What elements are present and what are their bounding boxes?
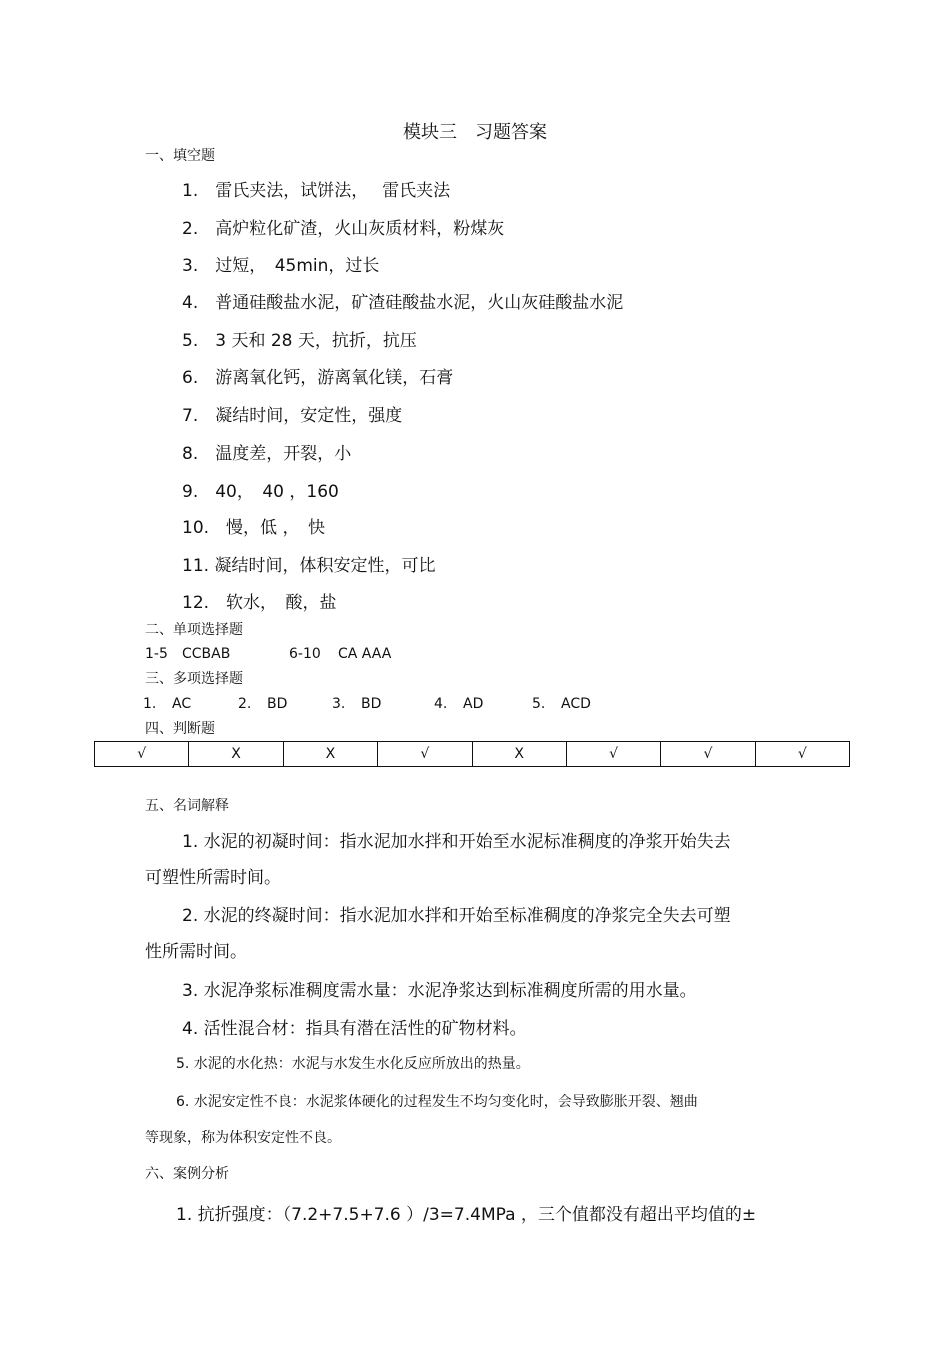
single-choice-group1-answer: CCBAB: [182, 646, 231, 662]
judgement-cell-8: √: [755, 742, 849, 767]
multi-choice-answer-2: BD: [267, 696, 288, 712]
multi-choice-num-1: 1.: [143, 696, 157, 712]
multi-choice-num-5: 5.: [532, 696, 546, 712]
section-heading-terms: 五、名词解释: [145, 798, 229, 814]
fill-answer-7: 7. 凝结时间，安定性，强度: [182, 406, 403, 426]
judgement-cell-2: X: [189, 742, 283, 767]
fill-answer-2: 2. 高炉粒化矿渣，火山灰质材料，粉煤灰: [182, 219, 505, 239]
multi-choice-answer-4: AD: [463, 696, 484, 712]
term-4: 4. 活性混合材：指具有潜在活性的矿物材料。: [182, 1019, 527, 1039]
judgement-table: [94, 741, 850, 767]
term-1-line-2: 可塑性所需时间。: [145, 868, 281, 888]
section-heading-case: 六、案例分析: [145, 1166, 229, 1182]
section-heading-fill-blank: 一、填空题: [145, 148, 215, 164]
fill-answer-12: 12. 软水， 酸，盐: [182, 593, 337, 613]
fill-answer-4: 4. 普通硅酸盐水泥，矿渣硅酸盐水泥，火山灰硅酸盐水泥: [182, 293, 624, 313]
multi-choice-answer-3: BD: [361, 696, 382, 712]
case-1: 1. 抗折强度：（7.2+7.5+7.6 ）/3=7.4MPa ，三个值都没有超出平均值的±: [176, 1205, 757, 1225]
fill-answer-10: 10. 慢，低 ， 快: [182, 518, 325, 538]
multi-choice-answer-1: AC: [172, 696, 192, 712]
term-2-line-1: 2. 水泥的终凝时间：指水泥加水拌和开始至标准稠度的净浆完全失去可塑: [182, 906, 731, 926]
judgement-cell-5: X: [472, 742, 566, 767]
fill-answer-11: 11. 凝结时间，体积安定性，可比: [182, 556, 436, 576]
page-title: 模块三 习题答案: [403, 122, 547, 143]
fill-answer-1: 1. 雷氏夹法，试饼法， 雷氏夹法: [182, 181, 451, 201]
multi-choice-num-3: 3.: [332, 696, 346, 712]
term-6-line-1: 6. 水泥安定性不良：水泥浆体硬化的过程发生不均匀变化时，会导致膨胀开裂、翘曲: [176, 1094, 698, 1110]
fill-answer-9: 9. 40， 40 ，160: [182, 482, 339, 502]
term-2-line-2: 性所需时间。: [145, 942, 247, 962]
judgement-row: [95, 742, 850, 767]
fill-answer-5: 5. 3 天和 28 天，抗折，抗压: [182, 331, 417, 351]
judgement-cell-4: √: [378, 742, 472, 767]
fill-answer-6: 6. 游离氧化钙，游离氧化镁，石膏: [182, 368, 454, 388]
multi-choice-answer-5: ACD: [561, 696, 591, 712]
single-choice-group2-label: 6-10: [289, 646, 321, 662]
fill-answer-3: 3. 过短， 45min，过长: [182, 256, 380, 276]
term-6-line-2: 等现象，称为体积安定性不良。: [145, 1130, 341, 1146]
judgement-cell-7: √: [661, 742, 755, 767]
judgement-cell-3: X: [283, 742, 377, 767]
judgement-cell-6: √: [566, 742, 660, 767]
multi-choice-num-4: 4.: [434, 696, 448, 712]
multi-choice-num-2: 2.: [238, 696, 252, 712]
term-3: 3. 水泥净浆标准稠度需水量：水泥净浆达到标准稠度所需的用水量。: [182, 981, 697, 1001]
single-choice-group2-answer: CA AAA: [338, 646, 392, 662]
judgement-cell-1: √: [95, 742, 189, 767]
section-heading-judgement: 四、判断题: [145, 721, 215, 737]
section-heading-single-choice: 二、单项选择题: [145, 622, 243, 638]
single-choice-group1-label: 1-5: [145, 646, 168, 662]
term-5: 5. 水泥的水化热：水泥与水发生水化反应所放出的热量。: [176, 1056, 530, 1072]
fill-answer-8: 8. 温度差，开裂，小: [182, 444, 352, 464]
term-1-line-1: 1. 水泥的初凝时间：指水泥加水拌和开始至水泥标准稠度的净浆开始失去: [182, 832, 731, 852]
section-heading-multi-choice: 三、多项选择题: [145, 671, 243, 687]
